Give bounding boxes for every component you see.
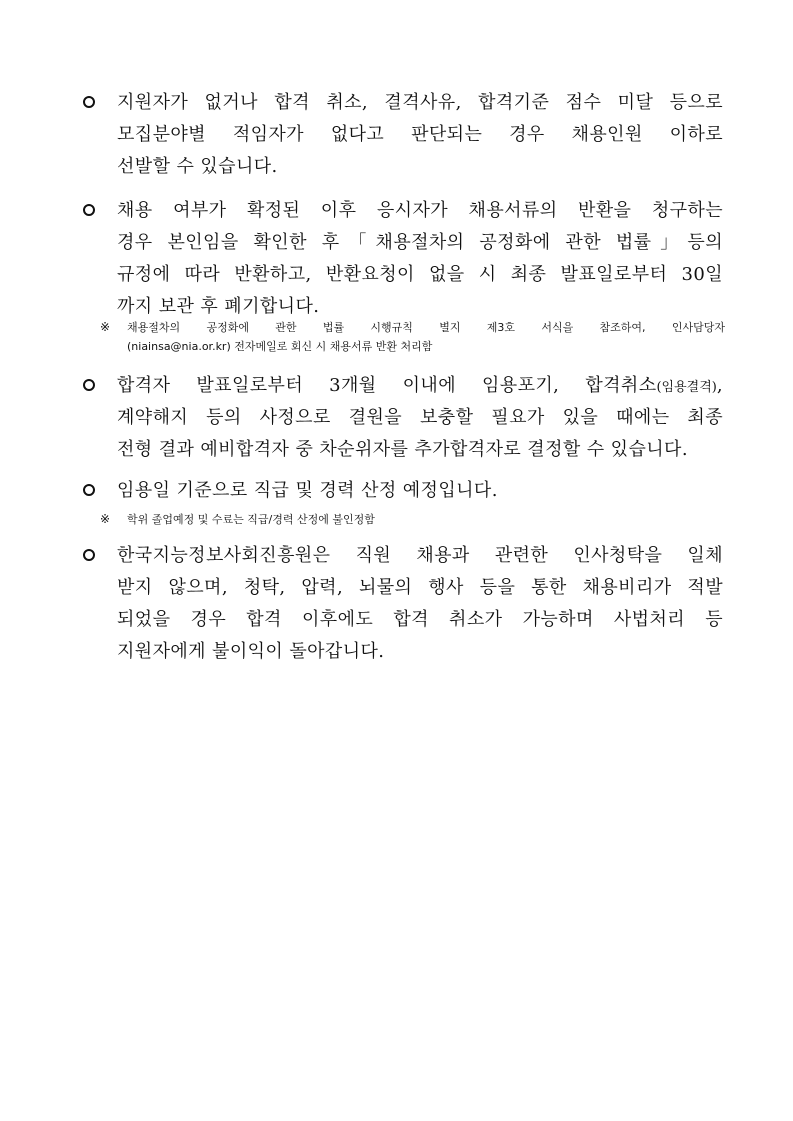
text-line: 받지 않으며, 청탁, 압력, 뇌물의 행사 등을 통한 채용비리가 적발 [117,577,723,598]
text-line: 계약해지 등의 사정으로 결원을 보충할 필요가 있을 때에는 최종 [117,407,723,428]
text-line: 임용일 기준으로 직급 및 경력 산정 예정입니다. [117,480,498,501]
text-line: 모집분야별 적임자가 없다고 판단되는 경우 채용인원 이하로 [117,124,723,145]
footnote-line: 학위 졸업예정 및 수료는 직급/경력 산정에 불인정함 [127,513,375,526]
notice-item-text [117,92,723,188]
circle-bullet-icon [83,549,95,561]
circle-bullet-icon [83,484,95,496]
text-line-main: 합격자 발표일로부터 3개월 이내에 임용포기, 합격취소 [117,375,657,396]
notice-item-text [117,480,723,512]
text-line: 까지 보관 후 폐기합니다. [117,296,320,317]
reference-mark: ※ [100,512,111,526]
footnote-line: (niainsa@nia.or.kr) 전자메일로 회신 시 채용서류 반환 처리함 [127,340,433,353]
notice-item-text [117,200,723,328]
circle-bullet-icon [83,204,95,216]
text-line: 전형 결과 예비합격자 중 차순위자를 추가합격자로 결정할 수 있습니다. [117,439,688,460]
text-line: 규정에 따라 반환하고, 반환요청이 없을 시 최종 발표일로부터 30일 [117,264,723,285]
text-line: 선발할 수 있습니다. [117,156,278,177]
text-line: 채용 여부가 확정된 이후 응시자가 채용서류의 반환을 청구하는 [117,200,723,221]
text-line: 지원자가 없거나 합격 취소, 결격사유, 합격기준 점수 미달 등으로 [117,92,723,113]
circle-bullet-icon [83,379,95,391]
circle-bullet-icon [83,96,95,108]
footnote-line: 채용절차의 공정화에 관한 법률 시행규칙 별지 제3호 서식을 참조하여, 인사담당자 [127,321,725,334]
reference-mark: ※ [100,320,111,334]
text-line: 경우 본인임을 확인한 후「채용절차의 공정화에 관한 법률」등의 [117,232,723,253]
notice-item-text [117,545,723,673]
text-line: 한국지능정보사회진흥원은 직원 채용과 관련한 인사청탁을 일체 [117,545,723,566]
text-line: 되었을 경우 합격 이후에도 합격 취소가 가능하며 사법처리 등 [117,609,723,630]
notice-item-text [117,375,723,471]
text-line [117,375,723,407]
text-line-parenthetical: (임용결격) [656,380,717,395]
footnote-text [127,512,725,531]
text-line-punct: , [716,375,723,396]
text-line: 지원자에게 불이익이 돌아갑니다. [117,641,385,662]
footnote-text [127,320,725,358]
